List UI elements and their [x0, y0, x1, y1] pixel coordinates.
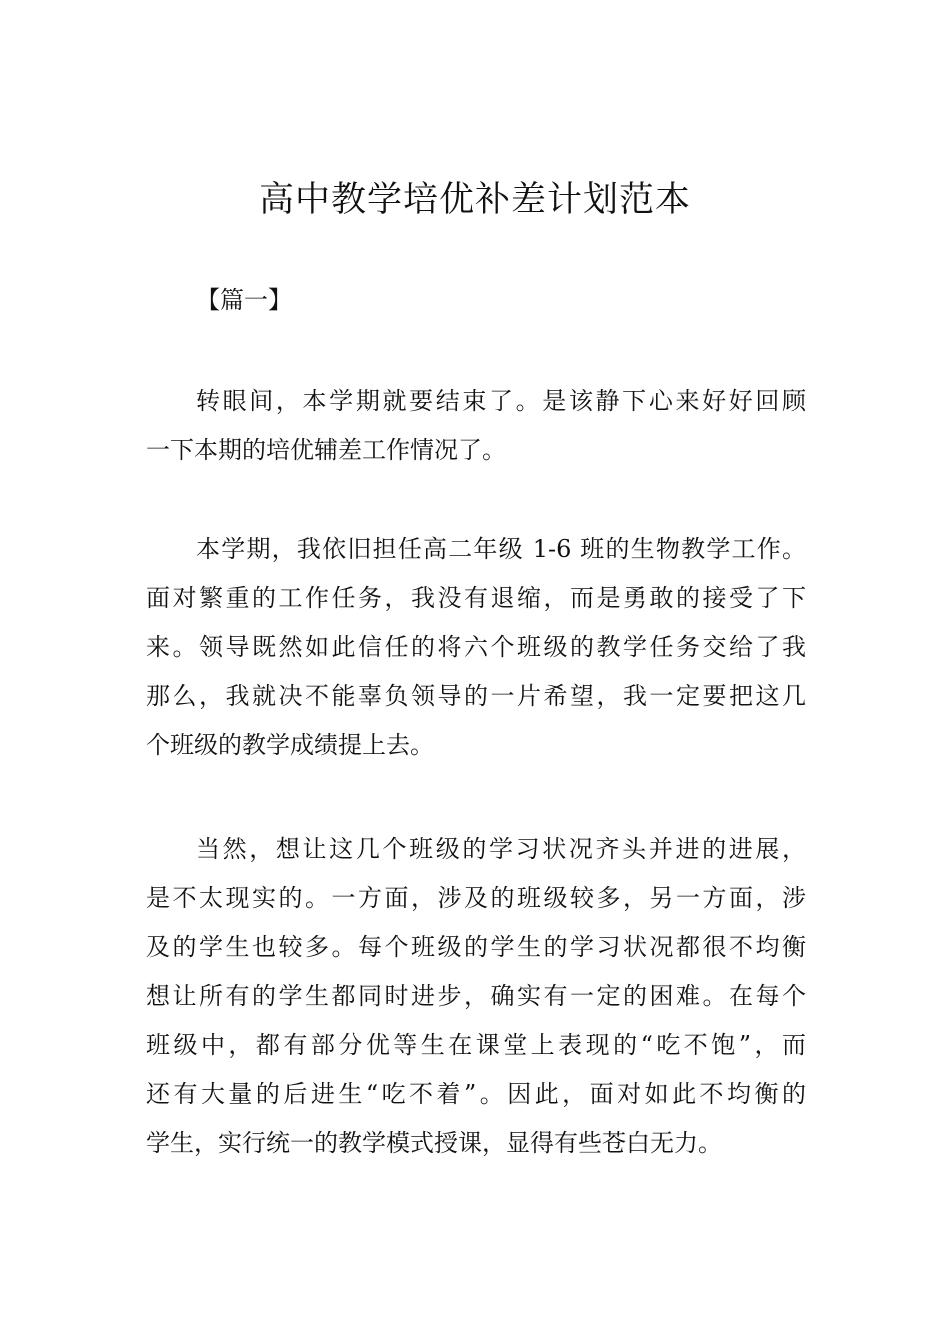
paragraph-line: 还有大量的后进生“吃不着”。因此，面对如此不均衡的	[146, 1080, 806, 1108]
paragraph-line: 及的学生也较多。每个班级的学生的学习状况都很不均衡	[146, 933, 806, 961]
paragraph-1	[146, 377, 806, 475]
paragraph-2	[146, 525, 806, 770]
paragraph-line: 那么，我就决不能辜负领导的一片希望，我一定要把这几	[146, 682, 806, 710]
paragraph-line: 面对繁重的工作任务，我没有退缩，而是勇敢的接受了下	[146, 584, 806, 612]
paragraph-line: 来。领导既然如此信任的将六个班级的教学任务交给了我	[146, 633, 806, 661]
paragraph-line: 本学期，我依旧担任高二年级 1-6 班的生物教学工作。	[196, 535, 806, 563]
paragraph-line: 是不太现实的。一方面，涉及的班级较多，另一方面，涉	[146, 884, 806, 912]
paragraph-line: 当然，想让这几个班级的学习状况齐头并进的进展，	[196, 835, 806, 863]
section-label: 【篇一】	[196, 286, 292, 314]
paragraph-3	[146, 825, 806, 1168]
paragraph-line: 个班级的教学成绩提上去。	[146, 731, 434, 759]
document-title: 高中教学培优补差计划范本	[258, 180, 691, 220]
paragraph-line: 学生，实行统一的教学模式授课，显得有些苍白无力。	[146, 1129, 722, 1157]
paragraph-line: 转眼间，本学期就要结束了。是该静下心来好好回顾	[196, 387, 806, 415]
paragraph-line: 班级中，都有部分优等生在课堂上表现的“吃不饱”，而	[146, 1031, 806, 1059]
paragraph-line: 一下本期的培优辅差工作情况了。	[146, 436, 506, 464]
paragraph-line: 想让所有的学生都同时进步，确实有一定的困难。在每个	[146, 982, 806, 1010]
